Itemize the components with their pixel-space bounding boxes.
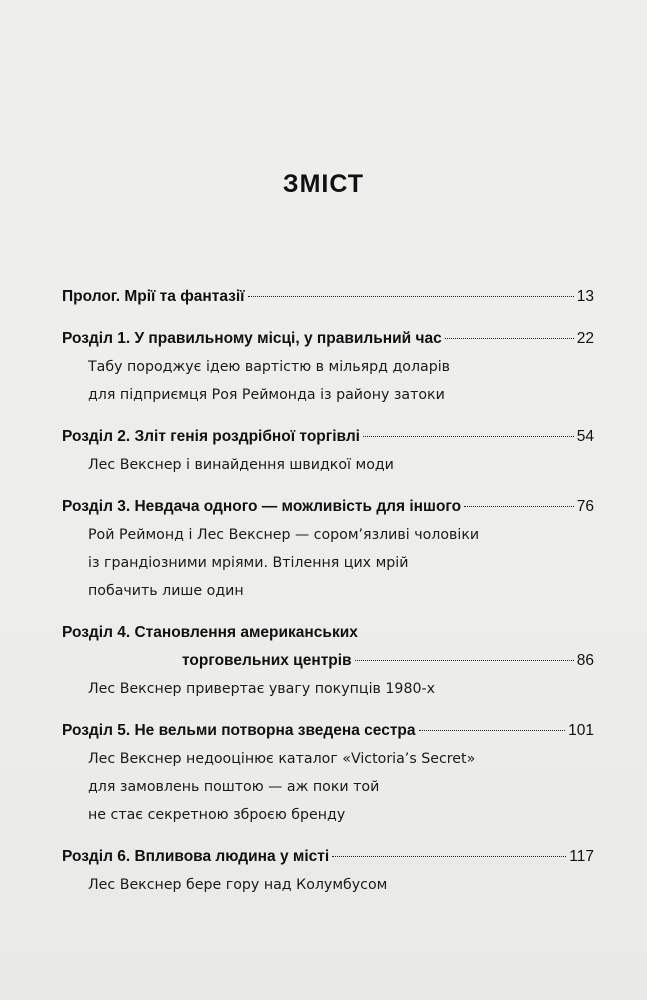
toc-entry-chapter-5 (62, 717, 594, 829)
table-of-contents (62, 283, 594, 913)
toc-description-line: із грандіозними мріями. Втілення цих мрій (88, 555, 409, 571)
toc-description-line: не стає секретною зброєю бренду (88, 807, 346, 823)
toc-page-number: 76 (576, 498, 594, 515)
toc-page-number: 13 (576, 288, 594, 305)
toc-description-line: Лес Векснер бере гору над Колумбусом (88, 877, 388, 893)
toc-page-number: 101 (568, 722, 594, 739)
toc-heading-line (62, 843, 594, 871)
dot-leader (248, 296, 574, 297)
dot-leader (355, 660, 574, 661)
toc-page-number: 22 (576, 330, 594, 347)
toc-description-line: для замовлень поштою — аж поки той (88, 779, 380, 795)
toc-description-line: Табу породжує ідею вартістю в мільярд доларів (88, 359, 451, 375)
toc-heading-line (62, 493, 594, 521)
toc-heading: Розділ 6. Впливова людина у місті (62, 848, 330, 865)
toc-description-line: Лес Векснер недооцінює каталог «Victoria’s Secret» (88, 751, 476, 767)
dot-leader (445, 338, 574, 339)
toc-description-line: для підприємця Роя Реймонда із району затоки (88, 387, 445, 403)
toc-description-line: Лес Векснер і винайдення швидкої моди (88, 457, 394, 473)
toc-heading-line (62, 423, 594, 451)
dot-leader (464, 506, 574, 507)
toc-heading: Розділ 5. Не вельми потворна зведена сестра (62, 722, 416, 739)
toc-heading: Розділ 2. Зліт генія роздрібної торгівлі (62, 428, 360, 445)
toc-heading: Пролог. Мрії та фантазії (62, 288, 245, 305)
toc-description-line: Лес Векснер привертає увагу покупців 1980-х (88, 681, 436, 697)
toc-description-line: Рой Реймонд і Лес Векснер — сором’язливі чоловіки (88, 527, 480, 543)
toc-heading-line (62, 283, 594, 311)
toc-heading-line (62, 647, 594, 675)
dot-leader (332, 856, 566, 857)
toc-heading-line (62, 325, 594, 353)
toc-heading: Розділ 3. Невдача одного — можливість для іншого (62, 498, 462, 515)
toc-entry-chapter-3 (62, 493, 594, 605)
toc-entry-chapter-2 (62, 423, 594, 479)
toc-page-number: 86 (576, 652, 594, 669)
toc-entry-chapter-1 (62, 325, 594, 409)
toc-heading: Розділ 1. У правильному місці, у правильний час (62, 330, 442, 347)
toc-description-line: побачить лише один (88, 583, 244, 599)
page-title: ЗМІСТ (282, 170, 365, 198)
toc-entry-prologue (62, 283, 594, 311)
toc-heading-line (62, 717, 594, 745)
toc-entry-chapter-6 (62, 843, 594, 899)
toc-heading: торговельних центрів (182, 652, 352, 669)
dot-leader (419, 730, 566, 731)
toc-heading-first-line: Розділ 4. Становлення американських (62, 624, 358, 641)
dot-leader (363, 436, 574, 437)
toc-page-number: 117 (569, 848, 594, 865)
toc-entry-chapter-4 (62, 619, 594, 703)
toc-page-number: 54 (576, 428, 594, 445)
